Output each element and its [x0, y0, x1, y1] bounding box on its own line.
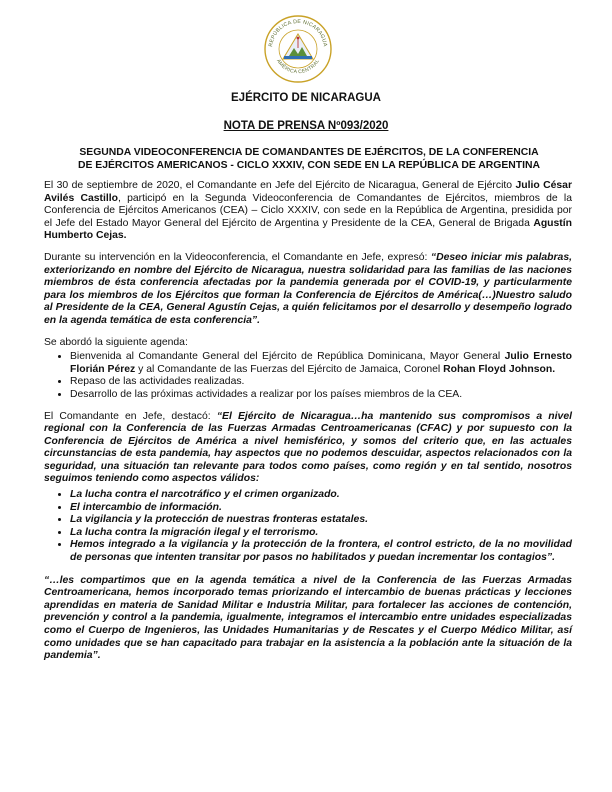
agenda-item: • Repaso de las actividades realizadas. — [70, 376, 572, 389]
person-name: Julio Ernesto Florián Pérez — [70, 351, 572, 375]
text-run: El 30 de septiembre de 2020, el Comandante en Jefe del Ejército de Nicaragua, General de Ejército — [44, 180, 516, 191]
paragraph-intervention — [44, 252, 572, 328]
agenda-item — [70, 351, 572, 376]
paragraph-highlight — [44, 411, 572, 487]
paragraph-closing-quote: “…les compartimos que en la agenda temática a nivel de la Conferencia de las Fuerzas Armadas Centroamericana, hemos incorporado temas priorizando el intercambio de buenas prácticas y lecciones aprendidas en materia de Sanidad Militar e Industria Militar, para fortalecer las acciones de contención, prevención y control a la pandemia, igualmente, integramos el intercambio entre unidades especializadas como el Cuerpo de Ingenieros, las Unidades Humanitarias y de Rescates y el Cuerpo Médico Militar, así como unidades que se han capacitado para trabajar en la asistencia a la población ante la situación de la pandemia”. — [44, 574, 572, 662]
agenda-item: • Desarrollo de las próximas actividades a realizar por los países miembros de la CEA. — [70, 389, 572, 402]
text-run: El Comandante en Jefe, destacó: — [44, 410, 217, 422]
title-line: DE EJÉRCITOS AMERICANOS - CICLO XXXIV, CON SEDE EN LA REPÚBLICA DE ARGENTINA — [77, 160, 541, 171]
aspect-item: • La vigilancia y la protección de nuestras fronteras estatales. — [70, 514, 572, 527]
quote-text: “El Ejército de Nicaragua…ha mantenido sus compromisos a nivel regional con la Conferencia de las Fuerzas Armadas Centroamericanas (CFAC) y por supuesto con la Conferencia de Ejércitos de América a nivel hemisférico, y somos del criterio que, en las actuales circunstancias de esta pandemia, hay aspectos que no podemos descuidar, aspectos relacionados con la seguridad, una situación tan relevante para todos como países, como región y en tal sentido, nosotros seguimos teniendo como aspectos válidos: — [44, 410, 572, 485]
title-line: SEGUNDA VIDEOCONFERENCIA DE COMANDANTES DE EJÉRCITOS, DE LA CONFERENCIA — [79, 147, 539, 158]
aspect-item: • La lucha contra el narcotráfico y el crimen organizado. — [70, 489, 572, 502]
seal-top-text: REPÚBLICA DE NICARAGUA — [268, 18, 328, 48]
text-run: Bienvenida al Comandante General del Ejército de República Dominicana, Mayor General — [70, 351, 505, 363]
seal-bottom-text: AMÉRICA CENTRAL — [275, 58, 321, 76]
agenda-list — [44, 351, 572, 401]
paragraph-intro — [44, 180, 572, 243]
aspect-item: • La lucha contra la migración ilegal y el terrorismo. — [70, 527, 572, 540]
aspects-list — [44, 489, 572, 565]
press-release-number: NOTA DE PRENSA Nº093/2020 — [223, 120, 389, 132]
svg-text:AMÉRICA CENTRAL — [275, 58, 321, 75]
person-name: Rohan Floyd Johnson. — [443, 363, 556, 375]
aspect-item: • El intercambio de información. — [70, 502, 572, 515]
person-name: Julio César Avilés Castillo — [44, 180, 572, 204]
press-release-body — [44, 180, 572, 672]
quote-text: “Deseo iniciar mis palabras, exteriorizando en nombre del Ejército de Nicaragua, nuestra solidaridad para las familias de las naciones miembros de ésta conferencia afectadas por la pandemia generada por el COVID-19, y particularmente para los miembros de los Ejércitos que forman la Conferencia de Ejércitos de América(…)Nuestro saludo al Presidente de la CEA, General Agustín Cejas, a quién felicitamos por el desarrollo y desempeño logrado en la agenda temática de esta conferencia”. — [44, 251, 573, 326]
text-run: , participó en la Segunda Videoconferencia de Comandantes de Ejércitos, miembros de la Conferencia de Ejércitos Americanos (CEA) – Ciclo XXXIV, con sede en la República de Argentina, presidida por el Jefe del Estado Mayor General del Ejército de Argentina y Presidente de la CEA, General de Brigada — [44, 192, 572, 229]
agenda-intro: Se abordó la siguiente agenda: — [44, 336, 188, 348]
nicaragua-coat-of-arms-seal — [263, 12, 333, 86]
organization-name: EJÉRCITO DE NICARAGUA — [231, 92, 381, 104]
press-release-title — [44, 146, 574, 172]
person-name: Agustín Humberto Cejas. — [44, 217, 572, 242]
text-run: Durante su intervención en la Videoconferencia, el Comandante en Jefe, expresó: — [44, 251, 431, 263]
text-run: y al Comandante de las Fuerzas del Ejército de Jamaica, Coronel — [135, 363, 444, 375]
aspect-item: • Hemos integrado a la vigilancia y la protección de la frontera, el control estricto, de la no movilidad de personas que intenten transitar por pasos no habilitados y puedan incrementar los contagios”. — [70, 539, 572, 564]
